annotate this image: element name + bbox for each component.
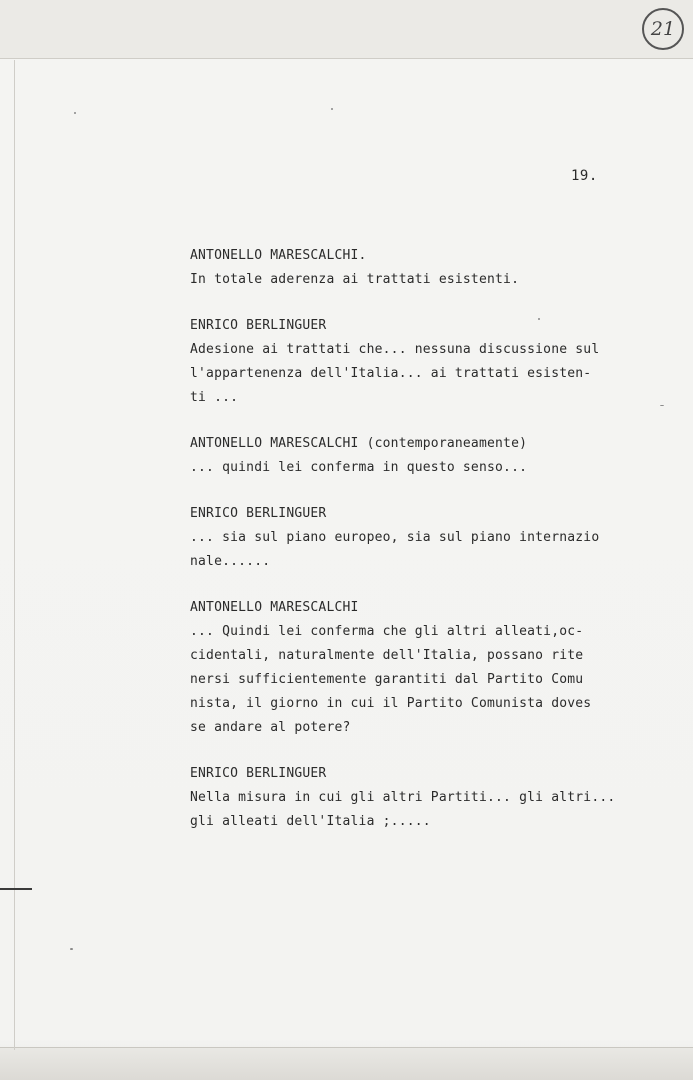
- transcript-line: ti ...: [190, 390, 239, 405]
- speaker-name: ENRICO BERLINGUER: [190, 318, 327, 333]
- transcript-line: ... sia sul piano europeo, sia sul piano internazio: [190, 530, 600, 545]
- transcript-line: nista, il giorno in cui il Partito Comunista doves: [190, 696, 592, 711]
- transcript-line: Adesione ai trattati che... nessuna discussione sul: [190, 342, 600, 357]
- margin-mark: [0, 888, 32, 890]
- scan-speck: [74, 112, 76, 114]
- transcript-block: [190, 244, 650, 292]
- transcript-line: nale......: [190, 554, 271, 569]
- speaker-name: ANTONELLO MARESCALCHI: [190, 600, 359, 615]
- transcript-line: nersi sufficientemente garantiti dal Partito Comu: [190, 672, 584, 687]
- transcript-line: se andare al potere?: [190, 720, 351, 735]
- page-number: 19.: [571, 168, 598, 184]
- transcript-block: [190, 762, 650, 834]
- transcript-line: l'appartenenza dell'Italia... ai trattati esisten-: [190, 366, 592, 381]
- transcript-line: gli alleati dell'Italia ;.....: [190, 814, 431, 829]
- transcript-body: [190, 244, 650, 856]
- transcript-block: [190, 432, 650, 480]
- transcript-block: [190, 502, 650, 574]
- scan-speck: [331, 108, 333, 110]
- scan-top-strip: [0, 0, 693, 59]
- transcript-line: In totale aderenza ai trattati esistenti.: [190, 272, 520, 287]
- scan-speck: [660, 405, 664, 406]
- transcript-line: ... Quindi lei conferma che gli altri alleati,oc-: [190, 624, 584, 639]
- transcript-block: [190, 596, 650, 740]
- scan-bottom-strip: [0, 1047, 693, 1080]
- speaker-name: ANTONELLO MARESCALCHI.: [190, 248, 367, 263]
- speaker-name: ENRICO BERLINGUER: [190, 766, 327, 781]
- transcript-line: cidentali, naturalmente dell'Italia, possano rite: [190, 648, 584, 663]
- speaker-name: ANTONELLO MARESCALCHI (contemporaneamente): [190, 436, 528, 451]
- paper-left-edge: [14, 60, 15, 1050]
- transcript-line: ... quindi lei conferma in questo senso...: [190, 460, 528, 475]
- scan-speck: [70, 948, 73, 950]
- page-circle-stamp: 21: [642, 8, 684, 50]
- speaker-name: ENRICO BERLINGUER: [190, 506, 327, 521]
- transcript-block: [190, 314, 650, 410]
- transcript-line: Nella misura in cui gli altri Partiti... gli altri...: [190, 790, 616, 805]
